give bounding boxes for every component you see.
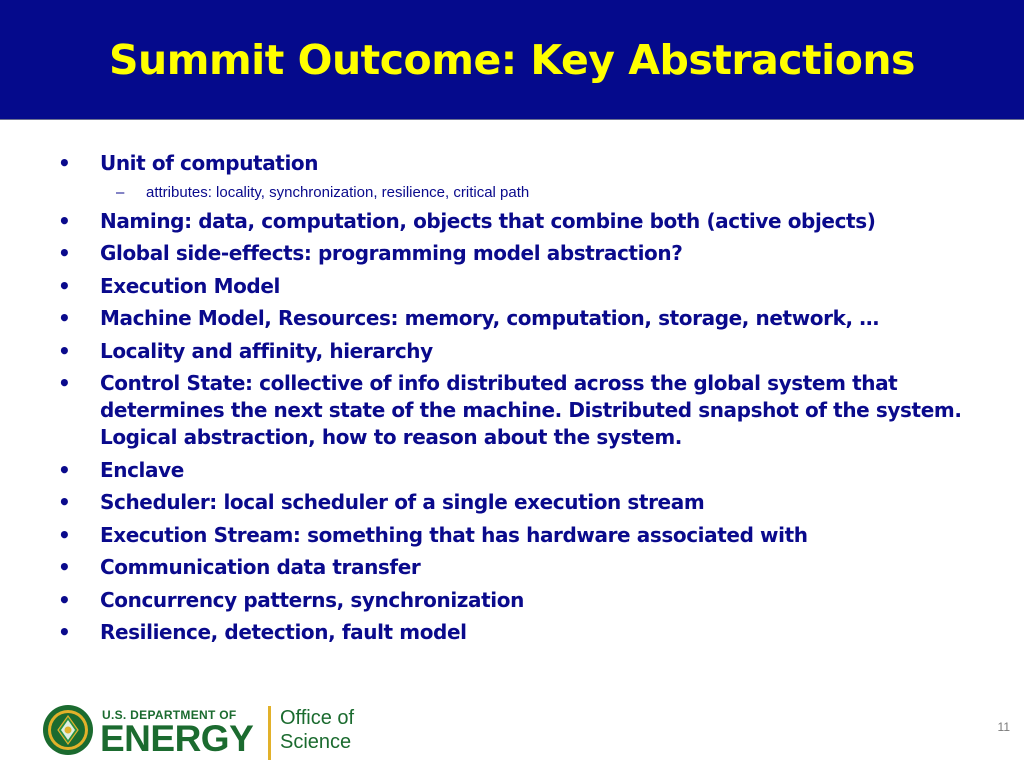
bullet-glyph: •: [58, 338, 71, 363]
department-line: U.S. DEPARTMENT OF: [102, 708, 237, 722]
bullet-glyph: •: [58, 208, 71, 233]
bullet-text: Global side-effects: programming model abstraction?: [100, 241, 683, 265]
page-number: 11: [997, 720, 1010, 734]
bullet-item: [58, 338, 988, 365]
bullet-item: [58, 457, 988, 484]
bullet-item: [58, 208, 988, 235]
bullet-glyph: •: [58, 620, 71, 644]
bullet-glyph: •: [58, 273, 71, 298]
bullet-glyph: •: [58, 522, 71, 547]
slide-title: Summit Outcome: Key Abstractions: [109, 35, 915, 84]
bullet-glyph: •: [58, 457, 71, 482]
energy-wordmark: ENERGY: [100, 718, 254, 759]
office-of-science-text: [280, 706, 354, 754]
bullet-item: [58, 619, 988, 646]
bullet-glyph: •: [58, 587, 71, 612]
doe-office-of-science-logo: [42, 704, 372, 764]
doe-seal-icon: [42, 704, 94, 756]
bullet-glyph: •: [58, 490, 71, 514]
bullet-item: [58, 370, 988, 451]
bullet-glyph: •: [58, 151, 71, 175]
bullet-item: [58, 554, 988, 581]
bullet-item: [58, 522, 988, 549]
bullet-text: Unit of computation: [100, 151, 319, 175]
bullet-text: Communication data transfer: [100, 555, 421, 579]
bullet-glyph: •: [58, 371, 71, 395]
bullet-text: Resilience, detection, fault model: [100, 620, 467, 644]
bullet-text: Execution Model: [100, 273, 280, 298]
bullet-glyph: •: [58, 241, 71, 265]
bullet-text: Control State: collective of info distributed across the global system that determines the next state of the machine. Distributed snapshot of the system. Logical abstraction, how to reason about the system.: [100, 371, 962, 449]
bullet-text: Enclave: [100, 457, 184, 482]
bullet-text: Naming: data, computation, objects that combine both (active objects): [100, 208, 876, 233]
bullet-item: [58, 305, 988, 332]
bullet-item: [58, 273, 988, 300]
bullet-text: Concurrency patterns, synchronization: [100, 587, 524, 612]
bullet-text: Execution Stream: something that has hardware associated with: [100, 522, 808, 547]
bullet-item: [58, 150, 988, 177]
bullet-item: [58, 240, 988, 267]
office-line-1: Office of: [280, 707, 355, 729]
sub-bullet-item: [58, 183, 988, 203]
sub-bullet-text: attributes: locality, synchronization, resilience, critical path: [146, 183, 530, 201]
sub-bullet-glyph: –: [116, 183, 125, 201]
bullet-glyph: •: [58, 555, 71, 579]
bullet-item: [58, 489, 988, 516]
bullet-glyph: •: [58, 306, 71, 330]
bullet-list: [58, 150, 988, 646]
bullet-text: Machine Model, Resources: memory, computation, storage, network, …: [100, 306, 879, 330]
bullet-text: Locality and affinity, hierarchy: [100, 338, 433, 363]
logo-divider: [268, 706, 271, 760]
slide-body: [58, 150, 988, 652]
bullet-text: Scheduler: local scheduler of a single execution stream: [100, 490, 705, 514]
bullet-item: [58, 587, 988, 614]
office-line-2: Science: [280, 731, 352, 753]
